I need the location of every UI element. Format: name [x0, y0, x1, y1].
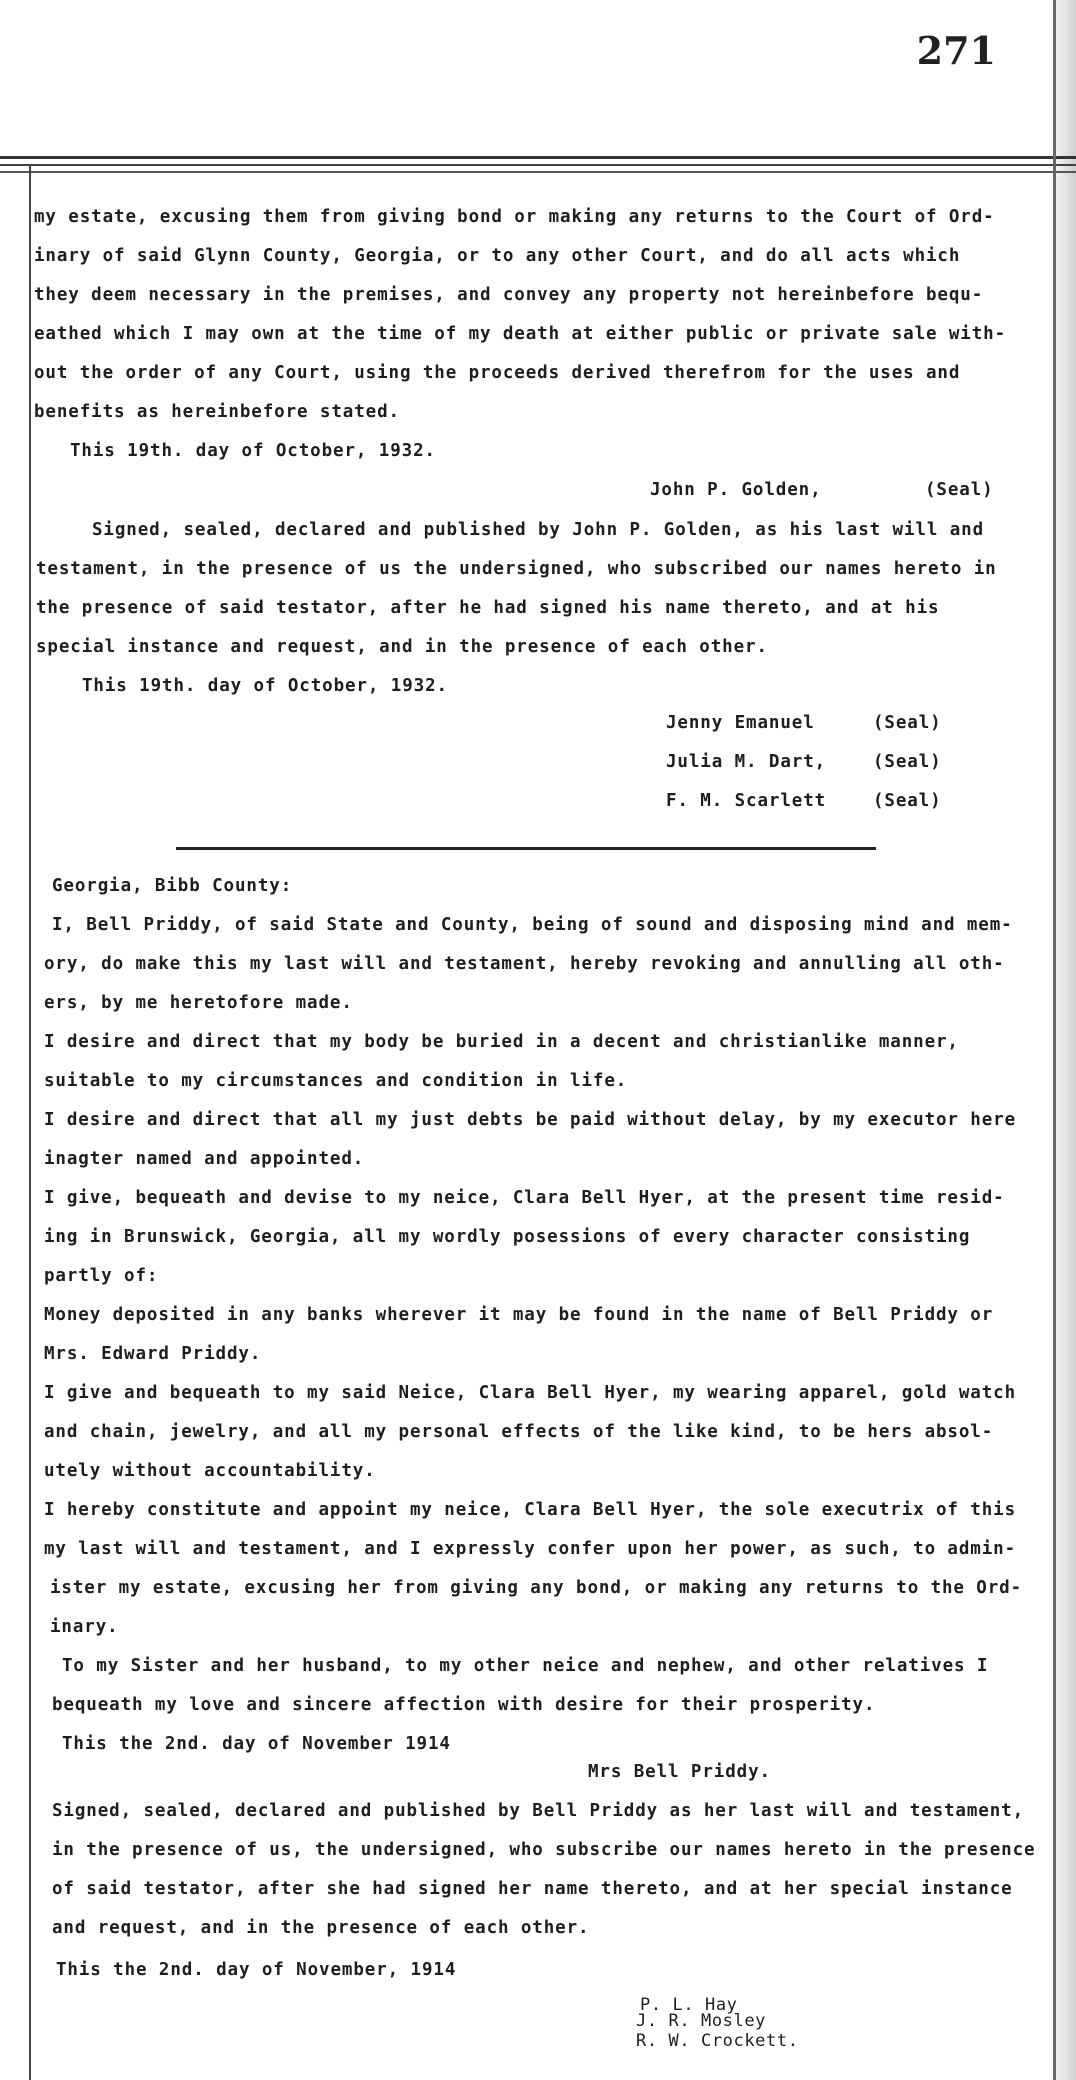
will2-line: Money deposited in any banks wherever it may be found in the name of Bell Priddy or — [44, 1305, 994, 1325]
will1-line: inary of said Glynn County, Georgia, or to any other Court, and do all acts which — [34, 246, 961, 266]
will2-attestation-line: in the presence of us, the undersigned, who subscribe our names hereto in the presence — [52, 1840, 1036, 1860]
will2-line: I hereby constitute and appoint my neice, Clara Bell Hyer, the sole executrix of this — [44, 1500, 1017, 1520]
right-margin-rule — [1053, 0, 1056, 2080]
header-rule — [0, 156, 1076, 159]
will2-line: I give and bequeath to my said Neice, Clara Bell Hyer, my wearing apparel, gold watch — [44, 1383, 1017, 1403]
will2-line: I, Bell Priddy, of said State and County, being of sound and disposing mind and mem- — [52, 915, 1013, 935]
will1-attestation-line: testament, in the presence of us the undersigned, who subscribed our names hereto in — [36, 559, 997, 579]
will1-attestation-date: This 19th. day of October, 1932. — [82, 676, 448, 696]
will1-testator-signature: John P. Golden, — [650, 480, 822, 500]
page-edge-shadow — [1056, 0, 1076, 2080]
will1-line: they deem necessary in the premises, and convey any property not hereinbefore bequ- — [34, 285, 984, 305]
will2-attestation-date: This the 2nd. day of November, 1914 — [56, 1960, 457, 1980]
will2-witness-name: R. W. Crockett. — [636, 2031, 799, 2051]
seal-label: (Seal) — [873, 791, 942, 811]
will2-line: partly of: — [44, 1266, 159, 1286]
will2-line: my last will and testament, and I expressly confer upon her power, as such, to admin- — [44, 1539, 1017, 1559]
will1-date: This 19th. day of October, 1932. — [70, 441, 436, 461]
will1-line: benefits as hereinbefore stated. — [34, 402, 400, 422]
will2-line: bequeath my love and sincere affection with desire for their prosperity. — [52, 1695, 876, 1715]
will1-attestation-line: special instance and request, and in the presence of each other. — [36, 637, 768, 657]
will2-line: and chain, jewelry, and all my personal effects of the like kind, to be hers absol- — [44, 1422, 994, 1442]
will2-line: ers, by me heretofore made. — [44, 993, 353, 1013]
will2-witness-name: J. R. Mosley — [636, 2011, 767, 2031]
header-rule — [0, 171, 1076, 173]
will1-line: out the order of any Court, using the proceeds derived therefrom for the uses and — [34, 363, 961, 383]
will2-line: ory, do make this my last will and testament, hereby revoking and annulling all oth- — [44, 954, 1005, 974]
will1-attestation-line: the presence of said testator, after he had signed his name thereto, and at his — [36, 598, 940, 618]
will2-line: I give, bequeath and devise to my neice, Clara Bell Hyer, at the present time resid- — [44, 1188, 1005, 1208]
will2-line: I desire and direct that my body be buried in a decent and christianlike manner, — [44, 1032, 959, 1052]
will2-attestation-line: of said testator, after she had signed her name thereto, and at her special instance — [52, 1879, 1013, 1899]
will1-witness-name: Jenny Emanuel — [666, 713, 815, 733]
will2-line: Mrs. Edward Priddy. — [44, 1344, 262, 1364]
will2-heading: Georgia, Bibb County: — [52, 876, 293, 896]
will1-line: my estate, excusing them from giving bond or making any returns to the Court of Ord- — [34, 207, 995, 227]
will2-line: I desire and direct that all my just debts be paid without delay, by my executor here — [44, 1110, 1017, 1130]
will2-line: utely without accountability. — [44, 1461, 376, 1481]
page-number: 271 — [916, 28, 996, 73]
will1-witness-name: F. M. Scarlett — [666, 791, 827, 811]
will2-line: ing in Brunswick, Georgia, all my wordly posessions of every character consisting — [44, 1227, 971, 1247]
will2-line: inary. — [50, 1617, 119, 1637]
will2-date: This the 2nd. day of November 1914 — [62, 1734, 451, 1754]
will2-line: To my Sister and her husband, to my other neice and nephew, and other relatives I — [62, 1656, 989, 1676]
will2-testator-signature: Mrs Bell Priddy. — [588, 1762, 771, 1782]
header-rule — [0, 164, 1076, 166]
will2-line: ister my estate, excusing her from giving any bond, or making any returns to the Ord- — [50, 1578, 1023, 1598]
will2-witness-name: P. L. Hay — [640, 1995, 738, 2015]
will2-line: inagter named and appointed. — [44, 1149, 365, 1169]
will1-attestation-line: Signed, sealed, declared and published by John P. Golden, as his last will and — [92, 520, 984, 540]
will2-attestation-line: and request, and in the presence of each other. — [52, 1918, 590, 1938]
will1-line: eathed which I may own at the time of my death at either public or private sale with- — [34, 324, 1007, 344]
seal-label: (Seal) — [873, 713, 942, 733]
seal-label: (Seal) — [925, 480, 994, 500]
section-divider — [176, 847, 876, 850]
will1-witness-name: Julia M. Dart, — [666, 752, 827, 772]
seal-label: (Seal) — [873, 752, 942, 772]
will2-attestation-line: Signed, sealed, declared and published by Bell Priddy as her last will and testament, — [52, 1801, 1025, 1821]
will2-line: suitable to my circumstances and condition in life. — [44, 1071, 628, 1091]
left-margin-rule — [29, 166, 31, 2080]
